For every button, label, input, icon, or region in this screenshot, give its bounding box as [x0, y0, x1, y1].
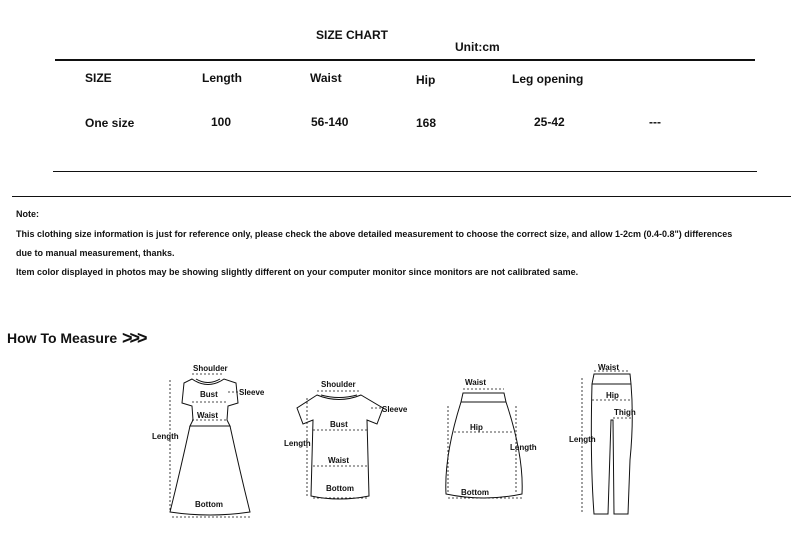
skirt-bottom-label: Bottom [461, 488, 489, 497]
how-to-measure-title: How To Measure [7, 330, 118, 346]
pants-waist-label: Waist [598, 363, 620, 372]
cell-hip: 168 [416, 116, 437, 130]
header-size: SIZE [85, 71, 112, 85]
skirt-waist-label: Waist [465, 378, 487, 387]
tshirt-length-label: Length [284, 439, 311, 448]
note-line-1: This clothing size information is just for reference only, please check the above detailed measurement to choose the correct size, and allow 1-2cm (0.4-0.8") differences [16, 229, 733, 239]
unit-label: Unit:cm [455, 40, 500, 54]
tshirt-bottom-label: Bottom [326, 484, 354, 493]
tshirt-bust-label: Bust [330, 420, 348, 429]
dress-bottom-label: Bottom [195, 500, 223, 509]
cell-leg-opening: 25-42 [534, 115, 565, 129]
section-divider [12, 196, 791, 197]
tshirt-waist-label: Waist [328, 456, 350, 465]
arrows-icon: >>> [122, 328, 145, 348]
dress-length-label: Length [152, 432, 179, 441]
skirt-length-label: Length [510, 443, 537, 452]
tshirt-sleeve-label: Sleeve [382, 405, 408, 414]
note-line-2: due to manual measurement, thanks. [16, 248, 175, 258]
pants-diagram [568, 360, 663, 520]
tshirt-diagram [283, 378, 413, 503]
dress-sleeve-label: Sleeve [239, 388, 265, 397]
note-line-3: Item color displayed in photos may be showing slightly different on your computer monitor since monitors are not calibrated same. [16, 267, 579, 277]
header-waist: Waist [310, 71, 342, 85]
cell-length: 100 [211, 115, 232, 129]
cell-size: One size [85, 116, 135, 130]
dress-bust-label: Bust [200, 390, 218, 399]
cell-waist: 56-140 [311, 115, 349, 129]
note-label: Note: [16, 209, 39, 219]
tshirt-shoulder-label: Shoulder [321, 380, 356, 389]
pants-thigh-label: Thigh [614, 408, 636, 417]
header-leg-opening: Leg opening [512, 72, 584, 86]
dress-diagram [150, 362, 270, 520]
pants-hip-label: Hip [606, 391, 619, 400]
header-length: Length [202, 71, 242, 85]
dress-waist-label: Waist [197, 411, 219, 420]
header-hip: Hip [416, 73, 436, 87]
dress-shoulder-label: Shoulder [193, 364, 228, 373]
skirt-diagram [440, 376, 545, 504]
table-top-rule [55, 59, 755, 61]
pants-length-label: Length [569, 435, 596, 444]
size-chart-title: SIZE CHART [316, 28, 388, 42]
cell-extra: --- [649, 115, 661, 129]
skirt-hip-label: Hip [470, 423, 483, 432]
table-bottom-rule [53, 171, 757, 172]
